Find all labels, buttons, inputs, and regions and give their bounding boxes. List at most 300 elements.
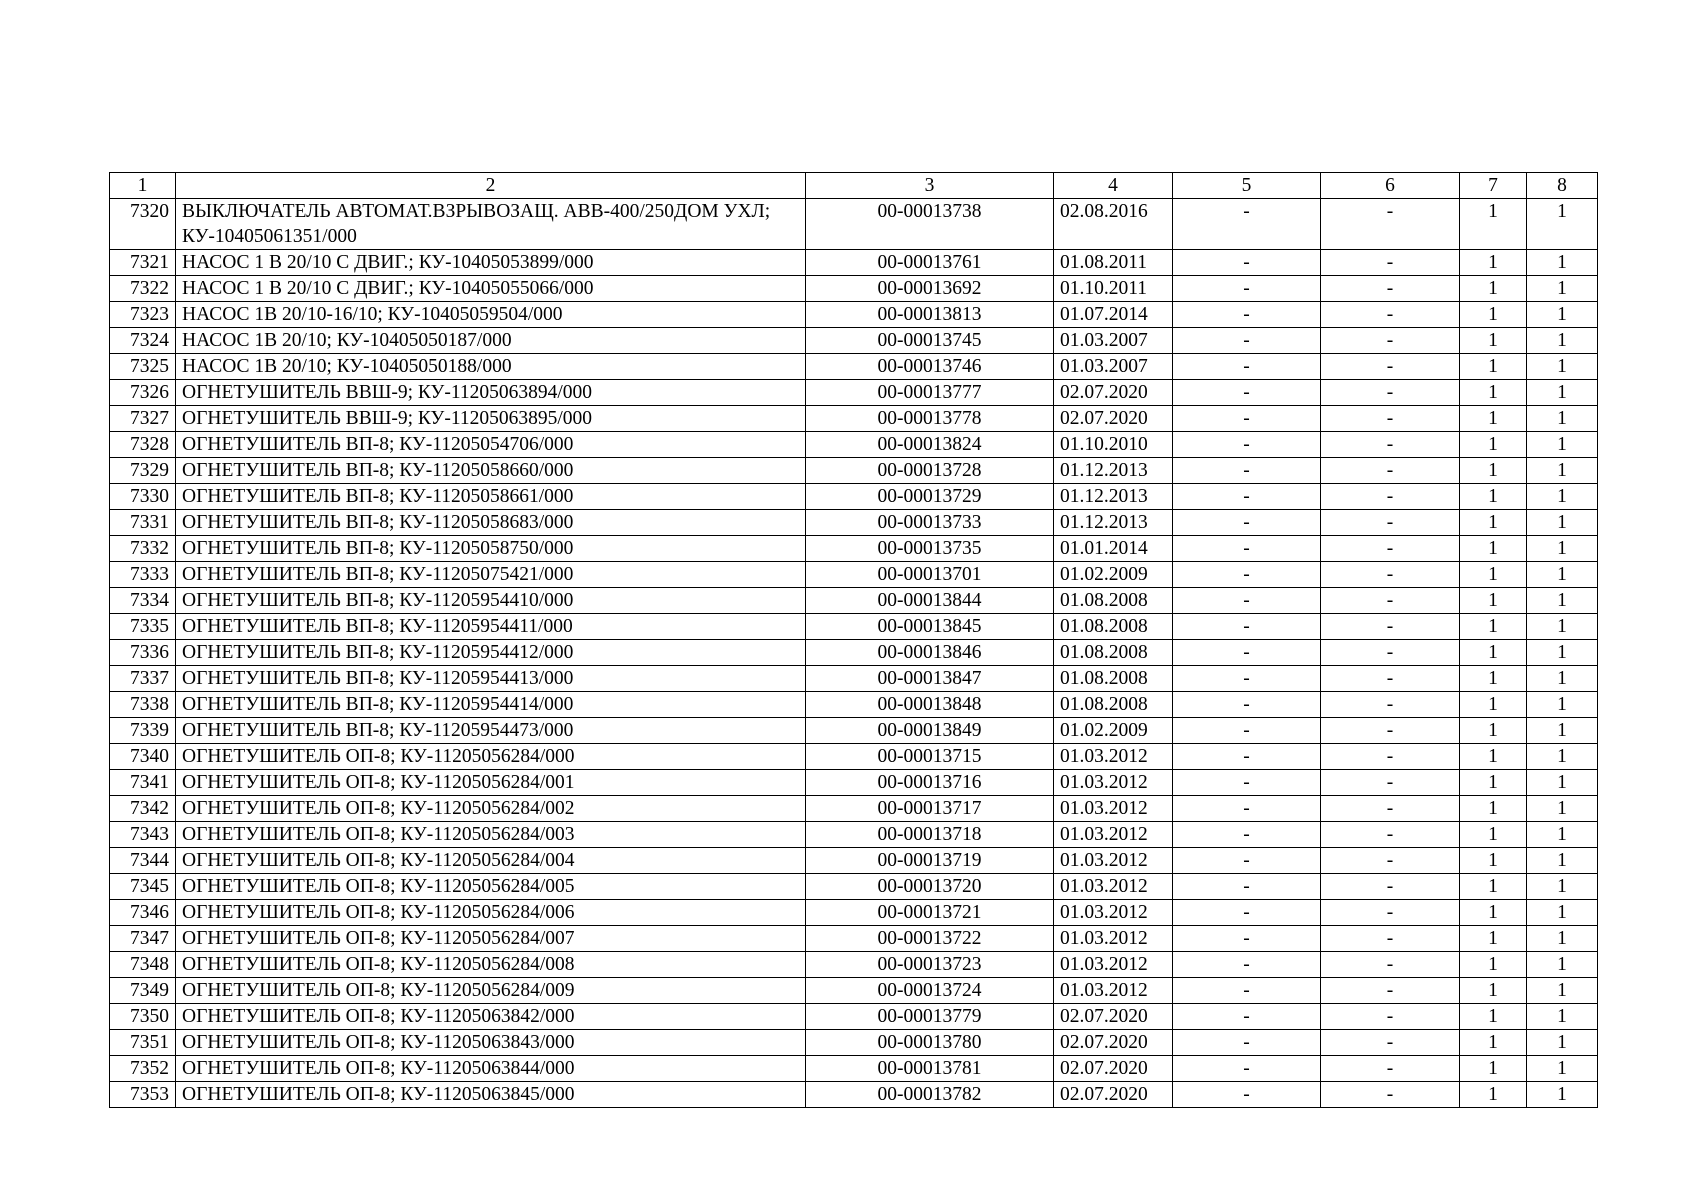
date-cell: 02.07.2020	[1054, 1082, 1173, 1108]
column-header-2: 2	[176, 173, 806, 199]
column-7-cell: 1	[1460, 276, 1527, 302]
date-cell: 01.03.2007	[1054, 354, 1173, 380]
row-number-cell: 7353	[110, 1082, 176, 1108]
column-6-cell: -	[1321, 640, 1460, 666]
inventory-code-cell: 00-00013738	[806, 199, 1054, 250]
item-name-cell: ОГНЕТУШИТЕЛЬ ВП-8; КУ-11205954413/000	[176, 666, 806, 692]
column-5-cell: -	[1173, 536, 1321, 562]
item-name-cell: ОГНЕТУШИТЕЛЬ ВВШ-9; КУ-11205063894/000	[176, 380, 806, 406]
row-number-cell: 7320	[110, 199, 176, 250]
item-name-cell: ОГНЕТУШИТЕЛЬ ОП-8; КУ-11205056284/004	[176, 848, 806, 874]
inventory-code-cell: 00-00013729	[806, 484, 1054, 510]
date-cell: 01.08.2008	[1054, 666, 1173, 692]
row-number-cell: 7342	[110, 796, 176, 822]
inventory-code-cell: 00-00013717	[806, 796, 1054, 822]
column-8-cell: 1	[1527, 250, 1598, 276]
column-5-cell: -	[1173, 484, 1321, 510]
column-7-cell: 1	[1460, 822, 1527, 848]
column-5-cell: -	[1173, 250, 1321, 276]
column-8-cell: 1	[1527, 302, 1598, 328]
column-7-cell: 1	[1460, 848, 1527, 874]
column-5-cell: -	[1173, 510, 1321, 536]
inventory-code-cell: 00-00013781	[806, 1056, 1054, 1082]
column-6-cell: -	[1321, 796, 1460, 822]
table-row	[110, 1030, 1598, 1056]
item-name-cell: НАСОС 1 В 20/10 С ДВИГ.; КУ-10405055066/000	[176, 276, 806, 302]
column-5-cell: -	[1173, 458, 1321, 484]
row-number-cell: 7331	[110, 510, 176, 536]
inventory-code-cell: 00-00013813	[806, 302, 1054, 328]
row-number-cell: 7344	[110, 848, 176, 874]
item-name-cell: ОГНЕТУШИТЕЛЬ ОП-8; КУ-11205063844/000	[176, 1056, 806, 1082]
column-8-cell: 1	[1527, 1004, 1598, 1030]
column-8-cell: 1	[1527, 380, 1598, 406]
column-6-cell: -	[1321, 926, 1460, 952]
date-cell: 02.07.2020	[1054, 1030, 1173, 1056]
table-row	[110, 770, 1598, 796]
column-5-cell: -	[1173, 718, 1321, 744]
column-5-cell: -	[1173, 770, 1321, 796]
inventory-code-cell: 00-00013692	[806, 276, 1054, 302]
column-7-cell: 1	[1460, 666, 1527, 692]
column-5-cell: -	[1173, 302, 1321, 328]
table-row	[110, 536, 1598, 562]
column-8-cell: 1	[1527, 510, 1598, 536]
row-number-cell: 7351	[110, 1030, 176, 1056]
table-row	[110, 1056, 1598, 1082]
column-7-cell: 1	[1460, 900, 1527, 926]
column-6-cell: -	[1321, 1056, 1460, 1082]
column-8-cell: 1	[1527, 978, 1598, 1004]
column-6-cell: -	[1321, 874, 1460, 900]
row-number-cell: 7350	[110, 1004, 176, 1030]
inventory-code-cell: 00-00013728	[806, 458, 1054, 484]
column-6-cell: -	[1321, 250, 1460, 276]
date-cell: 01.03.2012	[1054, 926, 1173, 952]
item-name-cell: ОГНЕТУШИТЕЛЬ ВП-8; КУ-11205954412/000	[176, 640, 806, 666]
inventory-code-cell: 00-00013844	[806, 588, 1054, 614]
item-name-cell: ОГНЕТУШИТЕЛЬ ОП-8; КУ-11205056284/000	[176, 744, 806, 770]
date-cell: 01.07.2014	[1054, 302, 1173, 328]
column-6-cell: -	[1321, 1030, 1460, 1056]
table-row	[110, 484, 1598, 510]
column-7-cell: 1	[1460, 1056, 1527, 1082]
row-number-cell: 7340	[110, 744, 176, 770]
column-8-cell: 1	[1527, 1082, 1598, 1108]
table-row	[110, 302, 1598, 328]
item-name-cell: ОГНЕТУШИТЕЛЬ ВВШ-9; КУ-11205063895/000	[176, 406, 806, 432]
column-6-cell: -	[1321, 952, 1460, 978]
column-5-cell: -	[1173, 926, 1321, 952]
column-6-cell: -	[1321, 588, 1460, 614]
table-row	[110, 276, 1598, 302]
row-number-cell: 7332	[110, 536, 176, 562]
inventory-code-cell: 00-00013719	[806, 848, 1054, 874]
table-row	[110, 978, 1598, 1004]
date-cell: 01.08.2011	[1054, 250, 1173, 276]
table-row	[110, 744, 1598, 770]
table-row	[110, 900, 1598, 926]
column-7-cell: 1	[1460, 952, 1527, 978]
row-number-cell: 7322	[110, 276, 176, 302]
item-name-cell: ОГНЕТУШИТЕЛЬ ОП-8; КУ-11205056284/005	[176, 874, 806, 900]
column-6-cell: -	[1321, 276, 1460, 302]
column-6-cell: -	[1321, 328, 1460, 354]
column-5-cell: -	[1173, 692, 1321, 718]
item-name-cell: ОГНЕТУШИТЕЛЬ ОП-8; КУ-11205063842/000	[176, 1004, 806, 1030]
column-6-cell: -	[1321, 1082, 1460, 1108]
inventory-code-cell: 00-00013745	[806, 328, 1054, 354]
column-8-cell: 1	[1527, 666, 1598, 692]
item-name-cell: ОГНЕТУШИТЕЛЬ ВП-8; КУ-11205058660/000	[176, 458, 806, 484]
column-6-cell: -	[1321, 1004, 1460, 1030]
column-6-cell: -	[1321, 484, 1460, 510]
column-header-1: 1	[110, 173, 176, 199]
column-8-cell: 1	[1527, 770, 1598, 796]
column-8-cell: 1	[1527, 354, 1598, 380]
date-cell: 01.03.2007	[1054, 328, 1173, 354]
date-cell: 02.07.2020	[1054, 406, 1173, 432]
item-name-cell: ОГНЕТУШИТЕЛЬ ВП-8; КУ-11205058750/000	[176, 536, 806, 562]
table-row	[110, 666, 1598, 692]
item-name-cell: НАСОС 1В 20/10; КУ-10405050188/000	[176, 354, 806, 380]
inventory-code-cell: 00-00013780	[806, 1030, 1054, 1056]
column-7-cell: 1	[1460, 874, 1527, 900]
item-name-cell: ОГНЕТУШИТЕЛЬ ВП-8; КУ-11205054706/000	[176, 432, 806, 458]
column-header-3: 3	[806, 173, 1054, 199]
date-cell: 01.12.2013	[1054, 458, 1173, 484]
inventory-code-cell: 00-00013847	[806, 666, 1054, 692]
column-7-cell: 1	[1460, 380, 1527, 406]
date-cell: 01.12.2013	[1054, 510, 1173, 536]
row-number-cell: 7345	[110, 874, 176, 900]
row-number-cell: 7334	[110, 588, 176, 614]
column-5-cell: -	[1173, 432, 1321, 458]
row-number-cell: 7339	[110, 718, 176, 744]
item-name-cell: ОГНЕТУШИТЕЛЬ ОП-8; КУ-11205056284/007	[176, 926, 806, 952]
column-5-cell: -	[1173, 328, 1321, 354]
column-6-cell: -	[1321, 458, 1460, 484]
table-row	[110, 848, 1598, 874]
table-row	[110, 354, 1598, 380]
row-number-cell: 7336	[110, 640, 176, 666]
column-8-cell: 1	[1527, 458, 1598, 484]
column-5-cell: -	[1173, 562, 1321, 588]
item-name-cell: ВЫКЛЮЧАТЕЛЬ АВТОМАТ.ВЗРЫВОЗАЩ. АВВ-400/250ДОМ УХЛ; КУ-10405061351/000	[176, 199, 806, 250]
column-5-cell: -	[1173, 199, 1321, 250]
column-5-cell: -	[1173, 1082, 1321, 1108]
table-row	[110, 328, 1598, 354]
column-7-cell: 1	[1460, 718, 1527, 744]
row-number-cell: 7324	[110, 328, 176, 354]
row-number-cell: 7329	[110, 458, 176, 484]
item-name-cell: ОГНЕТУШИТЕЛЬ ВП-8; КУ-11205954414/000	[176, 692, 806, 718]
inventory-code-cell: 00-00013724	[806, 978, 1054, 1004]
column-8-cell: 1	[1527, 328, 1598, 354]
table-row	[110, 1004, 1598, 1030]
column-5-cell: -	[1173, 1056, 1321, 1082]
column-header-7: 7	[1460, 173, 1527, 199]
item-name-cell: ОГНЕТУШИТЕЛЬ ОП-8; КУ-11205056284/006	[176, 900, 806, 926]
row-number-cell: 7349	[110, 978, 176, 1004]
inventory-code-cell: 00-00013779	[806, 1004, 1054, 1030]
table-row	[110, 952, 1598, 978]
column-6-cell: -	[1321, 406, 1460, 432]
item-name-cell: ОГНЕТУШИТЕЛЬ ВП-8; КУ-11205075421/000	[176, 562, 806, 588]
date-cell: 02.07.2020	[1054, 380, 1173, 406]
column-6-cell: -	[1321, 692, 1460, 718]
date-cell: 01.03.2012	[1054, 900, 1173, 926]
date-cell: 01.03.2012	[1054, 796, 1173, 822]
row-number-cell: 7333	[110, 562, 176, 588]
column-7-cell: 1	[1460, 536, 1527, 562]
column-7-cell: 1	[1460, 1030, 1527, 1056]
row-number-cell: 7326	[110, 380, 176, 406]
column-6-cell: -	[1321, 354, 1460, 380]
inventory-code-cell: 00-00013733	[806, 510, 1054, 536]
inventory-code-cell: 00-00013845	[806, 614, 1054, 640]
row-number-cell: 7330	[110, 484, 176, 510]
column-8-cell: 1	[1527, 1056, 1598, 1082]
item-name-cell: ОГНЕТУШИТЕЛЬ ОП-8; КУ-11205056284/009	[176, 978, 806, 1004]
item-name-cell: ОГНЕТУШИТЕЛЬ ОП-8; КУ-11205063845/000	[176, 1082, 806, 1108]
column-6-cell: -	[1321, 614, 1460, 640]
column-5-cell: -	[1173, 588, 1321, 614]
table-row	[110, 640, 1598, 666]
column-5-cell: -	[1173, 744, 1321, 770]
column-7-cell: 1	[1460, 926, 1527, 952]
table-row	[110, 588, 1598, 614]
item-name-cell: НАСОС 1В 20/10; КУ-10405050187/000	[176, 328, 806, 354]
column-7-cell: 1	[1460, 354, 1527, 380]
column-7-cell: 1	[1460, 796, 1527, 822]
date-cell: 01.08.2008	[1054, 640, 1173, 666]
column-8-cell: 1	[1527, 874, 1598, 900]
column-5-cell: -	[1173, 1030, 1321, 1056]
column-5-cell: -	[1173, 1004, 1321, 1030]
column-7-cell: 1	[1460, 328, 1527, 354]
column-6-cell: -	[1321, 666, 1460, 692]
column-header-4: 4	[1054, 173, 1173, 199]
inventory-code-cell: 00-00013718	[806, 822, 1054, 848]
column-7-cell: 1	[1460, 1082, 1527, 1108]
date-cell: 02.08.2016	[1054, 199, 1173, 250]
inventory-code-cell: 00-00013848	[806, 692, 1054, 718]
column-7-cell: 1	[1460, 199, 1527, 250]
column-6-cell: -	[1321, 900, 1460, 926]
table-row	[110, 406, 1598, 432]
column-5-cell: -	[1173, 666, 1321, 692]
row-number-cell: 7321	[110, 250, 176, 276]
table-row	[110, 718, 1598, 744]
header-row	[110, 173, 1598, 199]
column-6-cell: -	[1321, 302, 1460, 328]
table-row	[110, 614, 1598, 640]
column-7-cell: 1	[1460, 692, 1527, 718]
row-number-cell: 7338	[110, 692, 176, 718]
table-row	[110, 458, 1598, 484]
column-8-cell: 1	[1527, 484, 1598, 510]
column-5-cell: -	[1173, 874, 1321, 900]
inventory-code-cell: 00-00013723	[806, 952, 1054, 978]
item-name-cell: ОГНЕТУШИТЕЛЬ ВП-8; КУ-11205954473/000	[176, 718, 806, 744]
table-row	[110, 432, 1598, 458]
inventory-code-cell: 00-00013746	[806, 354, 1054, 380]
column-8-cell: 1	[1527, 822, 1598, 848]
date-cell: 01.08.2008	[1054, 588, 1173, 614]
table-row	[110, 1082, 1598, 1108]
date-cell: 02.07.2020	[1054, 1056, 1173, 1082]
item-name-cell: ОГНЕТУШИТЕЛЬ ВП-8; КУ-11205058661/000	[176, 484, 806, 510]
column-6-cell: -	[1321, 978, 1460, 1004]
table-row	[110, 822, 1598, 848]
date-cell: 01.08.2008	[1054, 692, 1173, 718]
column-7-cell: 1	[1460, 1004, 1527, 1030]
date-cell: 02.07.2020	[1054, 1004, 1173, 1030]
table-row	[110, 510, 1598, 536]
column-6-cell: -	[1321, 510, 1460, 536]
inventory-code-cell: 00-00013824	[806, 432, 1054, 458]
column-8-cell: 1	[1527, 640, 1598, 666]
inventory-code-cell: 00-00013778	[806, 406, 1054, 432]
date-cell: 01.10.2010	[1054, 432, 1173, 458]
column-6-cell: -	[1321, 848, 1460, 874]
column-8-cell: 1	[1527, 562, 1598, 588]
column-5-cell: -	[1173, 276, 1321, 302]
date-cell: 01.03.2012	[1054, 978, 1173, 1004]
row-number-cell: 7323	[110, 302, 176, 328]
table-row	[110, 926, 1598, 952]
column-5-cell: -	[1173, 796, 1321, 822]
column-5-cell: -	[1173, 900, 1321, 926]
item-name-cell: ОГНЕТУШИТЕЛЬ ОП-8; КУ-11205056284/002	[176, 796, 806, 822]
table-body	[110, 199, 1598, 1108]
date-cell: 01.03.2012	[1054, 952, 1173, 978]
inventory-code-cell: 00-00013701	[806, 562, 1054, 588]
date-cell: 01.10.2011	[1054, 276, 1173, 302]
table-row	[110, 562, 1598, 588]
column-7-cell: 1	[1460, 250, 1527, 276]
table-row	[110, 380, 1598, 406]
inventory-code-cell: 00-00013782	[806, 1082, 1054, 1108]
column-7-cell: 1	[1460, 614, 1527, 640]
column-5-cell: -	[1173, 640, 1321, 666]
item-name-cell: НАСОС 1 В 20/10 С ДВИГ.; КУ-10405053899/000	[176, 250, 806, 276]
column-8-cell: 1	[1527, 276, 1598, 302]
column-6-cell: -	[1321, 822, 1460, 848]
column-8-cell: 1	[1527, 432, 1598, 458]
column-5-cell: -	[1173, 406, 1321, 432]
column-6-cell: -	[1321, 536, 1460, 562]
item-name-cell: ОГНЕТУШИТЕЛЬ ОП-8; КУ-11205056284/008	[176, 952, 806, 978]
date-cell: 01.12.2013	[1054, 484, 1173, 510]
column-7-cell: 1	[1460, 458, 1527, 484]
inventory-code-cell: 00-00013716	[806, 770, 1054, 796]
column-7-cell: 1	[1460, 588, 1527, 614]
column-7-cell: 1	[1460, 640, 1527, 666]
column-8-cell: 1	[1527, 796, 1598, 822]
column-7-cell: 1	[1460, 770, 1527, 796]
inventory-code-cell: 00-00013721	[806, 900, 1054, 926]
inventory-code-cell: 00-00013735	[806, 536, 1054, 562]
date-cell: 01.08.2008	[1054, 614, 1173, 640]
column-7-cell: 1	[1460, 406, 1527, 432]
date-cell: 01.02.2009	[1054, 718, 1173, 744]
inventory-code-cell: 00-00013777	[806, 380, 1054, 406]
column-7-cell: 1	[1460, 484, 1527, 510]
inventory-code-cell: 00-00013720	[806, 874, 1054, 900]
column-header-5: 5	[1173, 173, 1321, 199]
column-5-cell: -	[1173, 978, 1321, 1004]
table-row	[110, 199, 1598, 250]
date-cell: 01.03.2012	[1054, 848, 1173, 874]
date-cell: 01.03.2012	[1054, 744, 1173, 770]
row-number-cell: 7343	[110, 822, 176, 848]
column-5-cell: -	[1173, 848, 1321, 874]
item-name-cell: НАСОС 1В 20/10-16/10; КУ-10405059504/000	[176, 302, 806, 328]
item-name-cell: ОГНЕТУШИТЕЛЬ ОП-8; КУ-11205056284/003	[176, 822, 806, 848]
column-8-cell: 1	[1527, 692, 1598, 718]
column-8-cell: 1	[1527, 614, 1598, 640]
column-6-cell: -	[1321, 199, 1460, 250]
column-header-8: 8	[1527, 173, 1598, 199]
item-name-cell: ОГНЕТУШИТЕЛЬ ВП-8; КУ-11205954410/000	[176, 588, 806, 614]
row-number-cell: 7335	[110, 614, 176, 640]
column-5-cell: -	[1173, 380, 1321, 406]
row-number-cell: 7328	[110, 432, 176, 458]
column-7-cell: 1	[1460, 978, 1527, 1004]
table-row	[110, 250, 1598, 276]
column-5-cell: -	[1173, 952, 1321, 978]
row-number-cell: 7348	[110, 952, 176, 978]
column-8-cell: 1	[1527, 848, 1598, 874]
column-8-cell: 1	[1527, 588, 1598, 614]
row-number-cell: 7352	[110, 1056, 176, 1082]
item-name-cell: ОГНЕТУШИТЕЛЬ ОП-8; КУ-11205056284/001	[176, 770, 806, 796]
column-header-6: 6	[1321, 173, 1460, 199]
inventory-code-cell: 00-00013715	[806, 744, 1054, 770]
row-number-cell: 7347	[110, 926, 176, 952]
table-row	[110, 796, 1598, 822]
column-8-cell: 1	[1527, 718, 1598, 744]
inventory-code-cell: 00-00013849	[806, 718, 1054, 744]
column-5-cell: -	[1173, 822, 1321, 848]
column-7-cell: 1	[1460, 562, 1527, 588]
column-8-cell: 1	[1527, 1030, 1598, 1056]
row-number-cell: 7341	[110, 770, 176, 796]
inventory-code-cell: 00-00013846	[806, 640, 1054, 666]
row-number-cell: 7327	[110, 406, 176, 432]
column-8-cell: 1	[1527, 199, 1598, 250]
date-cell: 01.02.2009	[1054, 562, 1173, 588]
date-cell: 01.03.2012	[1054, 874, 1173, 900]
column-6-cell: -	[1321, 562, 1460, 588]
column-7-cell: 1	[1460, 432, 1527, 458]
column-8-cell: 1	[1527, 900, 1598, 926]
column-7-cell: 1	[1460, 510, 1527, 536]
column-8-cell: 1	[1527, 952, 1598, 978]
column-6-cell: -	[1321, 432, 1460, 458]
column-8-cell: 1	[1527, 406, 1598, 432]
row-number-cell: 7346	[110, 900, 176, 926]
date-cell: 01.01.2014	[1054, 536, 1173, 562]
column-6-cell: -	[1321, 718, 1460, 744]
date-cell: 01.03.2012	[1054, 822, 1173, 848]
asset-registry-table	[109, 172, 1598, 1108]
row-number-cell: 7325	[110, 354, 176, 380]
column-6-cell: -	[1321, 380, 1460, 406]
table-row	[110, 692, 1598, 718]
